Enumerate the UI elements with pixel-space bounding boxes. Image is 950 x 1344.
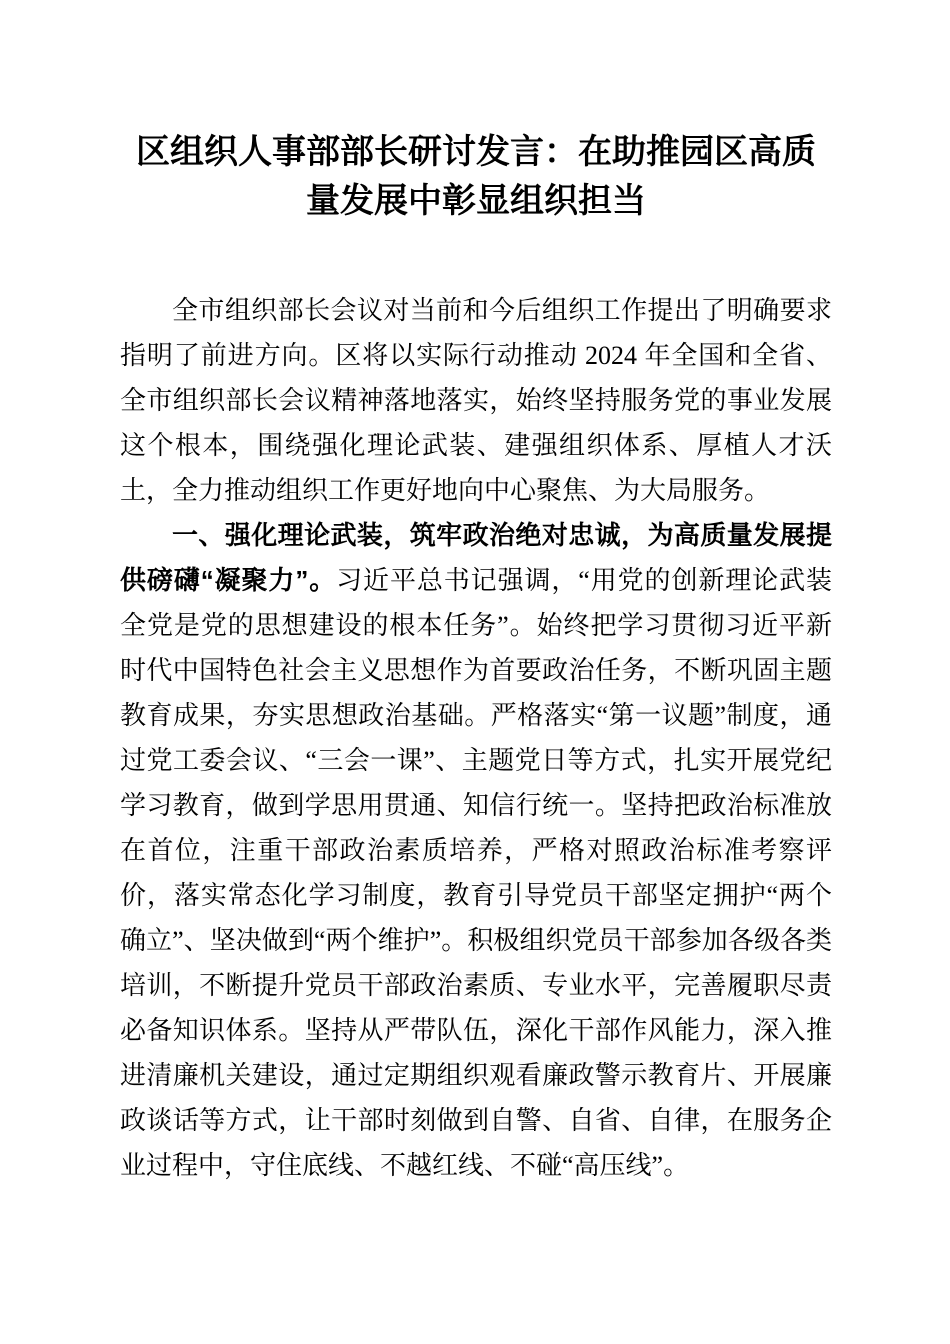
paragraph-intro-text: 全市组织部长会议对当前和今后组织工作提出了明确要求指明了前进方向。区将以实际行动推动 2024 年全国和全省、全市组织部长会议精神落地落实，始终坚持服务党的事业发展这个根本，围绕强化理论武装、建强组织体系、厚植人才沃土，全力推动组织工作更好地向中心聚焦、为大局服务。 bbox=[120, 296, 832, 505]
section-1-text: 习近平总书记强调，“用党的创新理论武装全党是党的思想建设的根本任务”。始终把学习贯彻习近平新时代中国特色社会主义思想作为首要政治任务，不断巩固主题教育成果，夯实思想政治基础。严格落实“第一议题”制度，通过党工委会议、“三会一课”、主题党日等方式，扎实开展党纪学习教育，做到学思用贯通、知信行统一。坚持把政治标准放在首位，注重干部政治素质培养，严格对照政治标准考察评价，落实常态化学习制度，教育引导党员干部坚定拥护“两个确立”、坚决做到“两个维护”。积极组织党员干部参加各级各类培训，不断提升党员干部政治素质、专业水平，完善履职尽责必备知识体系。坚持从严带队伍，深化干部作风能力，深入推进清廉机关建设，通过定期组织观看廉政警示教育片、开展廉政谈话等方式，让干部时刻做到自警、自省、自律，在服务企业过程中，守住底线、不越红线、不碰“高压线”。 bbox=[120, 566, 832, 1180]
document-title: 区组织人事部部长研讨发言：在助推园区高质量发展中彰显组织担当 bbox=[136, 134, 816, 220]
paragraph-intro bbox=[120, 288, 832, 513]
paragraph-section-1 bbox=[120, 513, 832, 1188]
document-body bbox=[120, 288, 832, 1188]
section-1-heading: 一、强化理论武装，筑牢政治绝对忠诚，为高质量发展提供磅礴“凝聚力”。 bbox=[120, 520, 832, 595]
